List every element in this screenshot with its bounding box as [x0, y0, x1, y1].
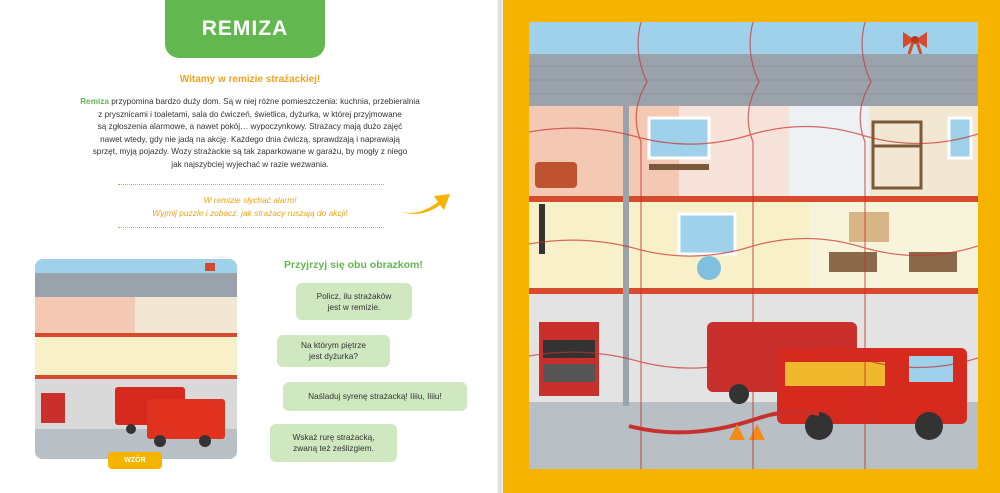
hint-line-2: Wyjmij puzzle i zobacz, jak strażacy ruszają do akcji! [152, 208, 348, 218]
thumbnail-label: WZÓR [108, 452, 162, 469]
q1-line-2: jest w remizie. [327, 301, 381, 312]
hint-line-1: W remizie słychać alarm! [203, 195, 297, 205]
question-bubble-1 [296, 283, 412, 320]
dotted-divider-top [118, 184, 384, 185]
title-tab [165, 0, 325, 58]
thumbnail-illustration [35, 259, 237, 459]
intro-line-4: nawet wtedy, gdy nie jadą na akcję. Każdego dnia ćwiczą, sprawdzają i naprawiają [100, 134, 400, 144]
intro-paragraph [42, 96, 458, 172]
intro-highlight: Remiza [80, 97, 109, 106]
intro-line-3: są zgłoszenia alarmowe, a nawet pokój… wypoczynkowy. Strażacy mają dużo zajęć [97, 122, 403, 132]
question-bubble-4 [270, 424, 397, 462]
q1-line-1: Policz, ilu strażaków [316, 290, 392, 301]
dotted-divider-bottom [118, 227, 384, 228]
intro-line-2: z prysznicami i toaletami, sala do ćwiczeń, świetlica, dyżurka, w której przyjmowane [98, 109, 402, 119]
welcome-heading: Witamy w remizie strażackiej! [179, 74, 321, 85]
intro-line-5: sprzęt, myją pojazdy. Wozy strażackie są tak zaparkowane w garażu, by mogły z niego [92, 147, 408, 157]
look-title: Przyjrzyj się obu obrazkom! [284, 259, 423, 271]
curved-arrow-icon [400, 190, 452, 216]
right-page [503, 0, 1000, 493]
question-bubble-3 [283, 382, 467, 411]
reference-thumbnail[interactable] [35, 259, 237, 459]
q4-line-1: Wskaż rurę strażacką, [292, 432, 375, 442]
q4-line-2: zwaną też ześlizgiem. [293, 443, 374, 453]
intro-line-6: jak najszybciej wyjechać w razie wezwania. [171, 159, 329, 169]
q2-line-2: jest dyżurka? [309, 351, 358, 361]
puzzle-board[interactable] [529, 22, 978, 469]
red-bow-icon [899, 28, 931, 54]
q3-line-1: Naśladuj syrenę strażacką! Iiiiu, Iiiiu! [308, 391, 442, 401]
fire-station-illustration [529, 22, 978, 469]
page-title: REMIZA [201, 17, 289, 40]
intro-line-1: przypomina bardzo duży dom. Są w niej różne pomieszczenia: kuchnia, przebieralnia [111, 97, 420, 106]
question-bubble-2 [277, 335, 390, 367]
q2-line-1: Na którym piętrze [300, 340, 366, 350]
